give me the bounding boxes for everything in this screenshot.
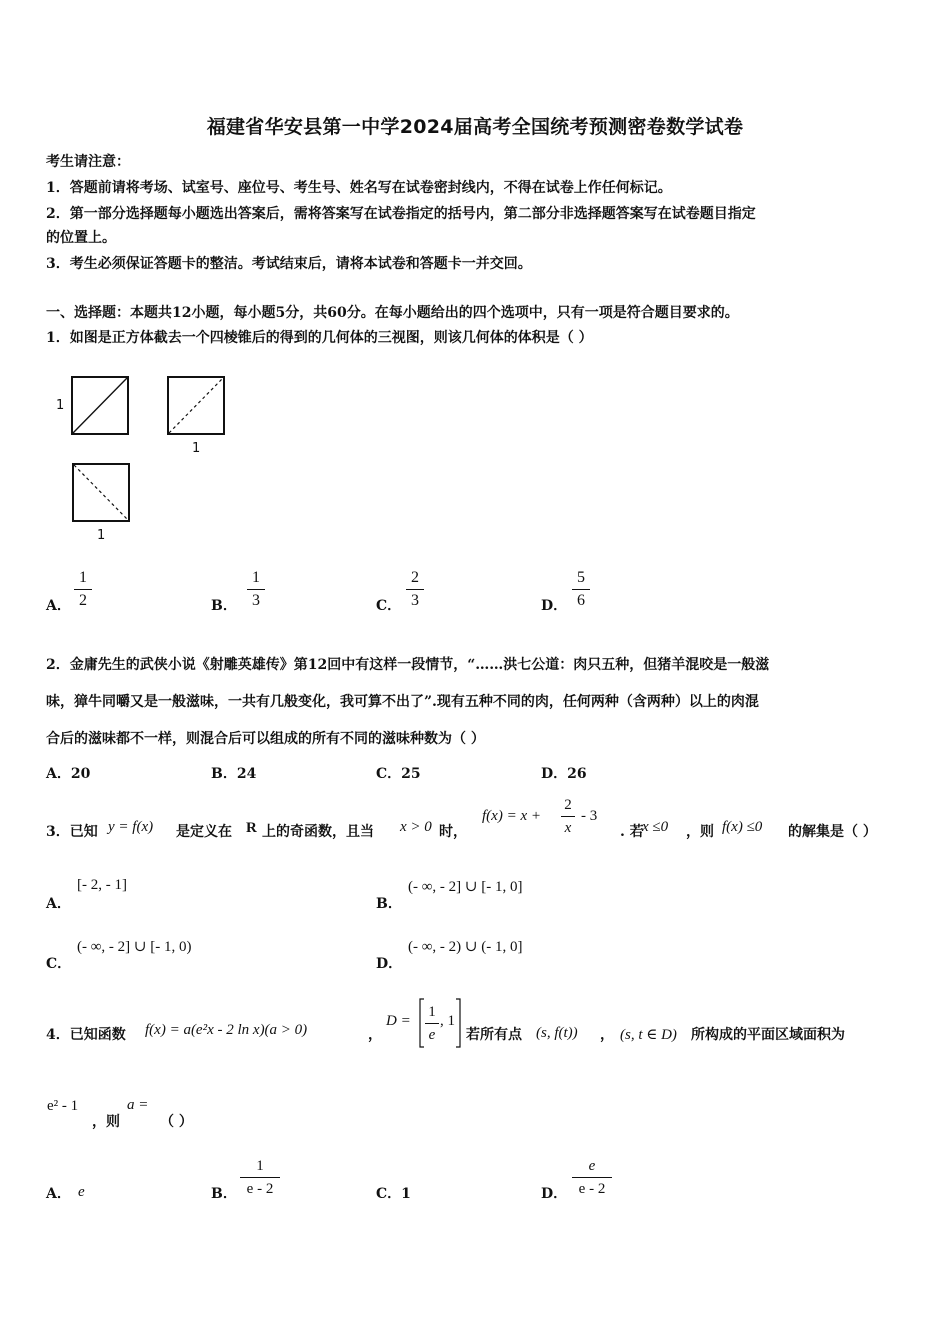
q3-frac-den: x (564, 820, 572, 836)
q1-option-a-num: 1 (79, 569, 87, 586)
section-heading: 一、选择题：本题共12小题，每小题5分，共60分。在每小题给出的四个选项中，只有一项是符合题目要求的。 (46, 305, 739, 321)
q4-text-6: ，则 (92, 1114, 120, 1130)
q1-option-a-letter: A． (46, 598, 71, 614)
q4-option-a-value: e (78, 1184, 85, 1200)
q4-text-1: 4．已知函数 (46, 1027, 126, 1043)
q3-math-x-le-0: x ≤0 (642, 819, 669, 835)
q1-option-a-fraction (74, 569, 92, 610)
q4-option-d-letter: D． (541, 1186, 568, 1202)
question-2-line-3: 合后的滋味都不一样，则混合后可以组成的所有不同的滋味种数为（ ） (46, 731, 485, 747)
question-2-line-1: 2．金庸先生的武侠小说《射雕英雄传》第12回中有这样一段情节，“……洪七公道：肉只五种，但猪羊混咬是一般滋 (46, 657, 770, 673)
q4-math-area: e² - 1 (47, 1098, 79, 1114)
q4-text-4: ， (600, 1027, 614, 1043)
q3-text-2: 是定义在 (176, 824, 232, 840)
q2-option-d: D．26 (541, 766, 587, 782)
notice-item-2-cont: 的位置上。 (46, 230, 116, 246)
q4-option-b-num: 1 (256, 1158, 264, 1174)
q1-option-b-letter: B． (211, 598, 237, 614)
q3-math-x-gt-0: x > 0 (400, 819, 432, 835)
q4-math-fx-def: f(x) = a(e²x - 2 ln x)(a > 0) (145, 1022, 308, 1038)
q3-option-c-value: (- ∞, - 2] ∪ [- 1, 0) (77, 939, 192, 955)
q3-math-R: R (246, 820, 257, 836)
q3-text-5: . 若 (620, 824, 644, 840)
q3-option-a-value: [- 2, - 1] (77, 877, 127, 893)
q4-text-2: ， (368, 1027, 382, 1043)
q1-option-c-letter: C． (376, 598, 402, 614)
q4-option-b-den: e - 2 (246, 1181, 274, 1197)
q3-option-c-letter: C． (46, 956, 72, 972)
q3-text-6: ，则 (686, 824, 714, 840)
q3-math-minus-3: - 3 (581, 808, 598, 824)
q3-math-fraction (561, 796, 575, 837)
question-2-line-2: 味，獐牛同嚼又是一般滋味，一共有几般变化，我可算不出了”.现有五种不同的肉，任何两种（含两种）以上的肉混 (46, 694, 759, 710)
q2-option-b: B．24 (211, 766, 257, 782)
front-view-diagonal (73, 378, 127, 433)
q1-option-b-den: 3 (252, 592, 260, 609)
q3-math-fx-def: f(x) = x + (482, 808, 541, 824)
q4-text-3: 若所有点 (466, 1027, 522, 1043)
q4-interval-fraction (425, 1003, 439, 1044)
q2-option-a: A．20 (46, 766, 91, 782)
q1-option-c-fraction (406, 569, 424, 610)
q4-option-d-num: e (588, 1158, 596, 1174)
q1-option-d-num: 5 (577, 569, 585, 586)
q1-option-b-fraction (247, 569, 265, 610)
q1-option-d-den: 6 (577, 592, 585, 609)
q4-text-5: 所构成的平面区域面积为 (691, 1027, 845, 1043)
q4-option-b-letter: B． (211, 1186, 237, 1202)
q4-option-c: C．1 (376, 1186, 411, 1202)
question-1-text: 1．如图是正方体截去一个四棱锥后的得到的几何体的三视图，则该几何体的体积是（ ） (46, 330, 593, 346)
q4-option-a-letter: A． (46, 1186, 71, 1202)
q1-option-a-den: 2 (79, 592, 87, 609)
q3-option-b-value: (- ∞, - 2] ∪ [- 1, 0] (408, 879, 523, 895)
top-view-label: 1 (97, 528, 106, 543)
q3-text-7: 的解集是（ ） (788, 824, 877, 840)
q4-option-d-fraction (572, 1157, 612, 1198)
q4-text-7: （ ） (160, 1114, 193, 1130)
page-title: 福建省华安县第一中学2024届高考全国统考预测密卷数学试卷 (206, 116, 744, 138)
q3-text-3: 上的奇函数，且当 (262, 824, 374, 840)
q3-option-d-value: (- ∞, - 2) ∪ (- 1, 0] (408, 939, 523, 955)
q3-frac-num: 2 (564, 797, 572, 813)
q4-math-domain: (s, t ∈ D) (620, 1027, 677, 1043)
q3-math-y-fx: y = f(x) (108, 819, 154, 835)
q3-option-b-letter: B． (376, 896, 402, 912)
q4-math-D-eq: D = (386, 1013, 411, 1029)
q4-math-a-eq: a = (127, 1097, 149, 1113)
q4-frac-den: e (428, 1027, 436, 1043)
q3-text-1: 3．已知 (46, 824, 98, 840)
notice-item-3: 3．考生必须保证答题卡的整洁。考试结束后，请将本试卷和答题卡一并交回。 (46, 256, 532, 272)
q4-interval-upper: , 1 (440, 1013, 455, 1029)
q4-option-b-fraction (240, 1157, 280, 1198)
front-view-label: 1 (56, 398, 65, 413)
top-view-dashed-diagonal (74, 465, 128, 520)
three-view-figure (50, 365, 250, 550)
side-view-label: 1 (192, 441, 201, 456)
q3-option-a-letter: A． (46, 896, 71, 912)
q3-text-4: 时， (439, 824, 467, 840)
q4-option-d-den: e - 2 (578, 1181, 606, 1197)
q1-option-b-num: 1 (252, 569, 260, 586)
q3-math-fx-le-0: f(x) ≤0 (722, 819, 763, 835)
notice-heading: 考生请注意： (46, 154, 130, 170)
q4-frac-num: 1 (428, 1004, 436, 1020)
notice-item-2: 2．第一部分选择题每小题选出答案后，需将答案写在试卷指定的括号内，第二部分非选择题答案写在试卷题目指定 (46, 206, 756, 222)
side-view-dashed-diagonal (169, 378, 223, 433)
q4-math-point: (s, f(t)) (536, 1025, 578, 1041)
q1-option-d-fraction (572, 569, 590, 610)
q1-option-c-num: 2 (411, 569, 419, 586)
q2-option-c: C．25 (376, 766, 421, 782)
q1-option-c-den: 3 (411, 592, 419, 609)
q3-option-d-letter: D． (376, 956, 403, 972)
notice-item-1: 1．答题前请将考场、试室号、座位号、考生号、姓名写在试卷密封线内，不得在试卷上作任何标记。 (46, 180, 672, 196)
q1-option-d-letter: D． (541, 598, 568, 614)
